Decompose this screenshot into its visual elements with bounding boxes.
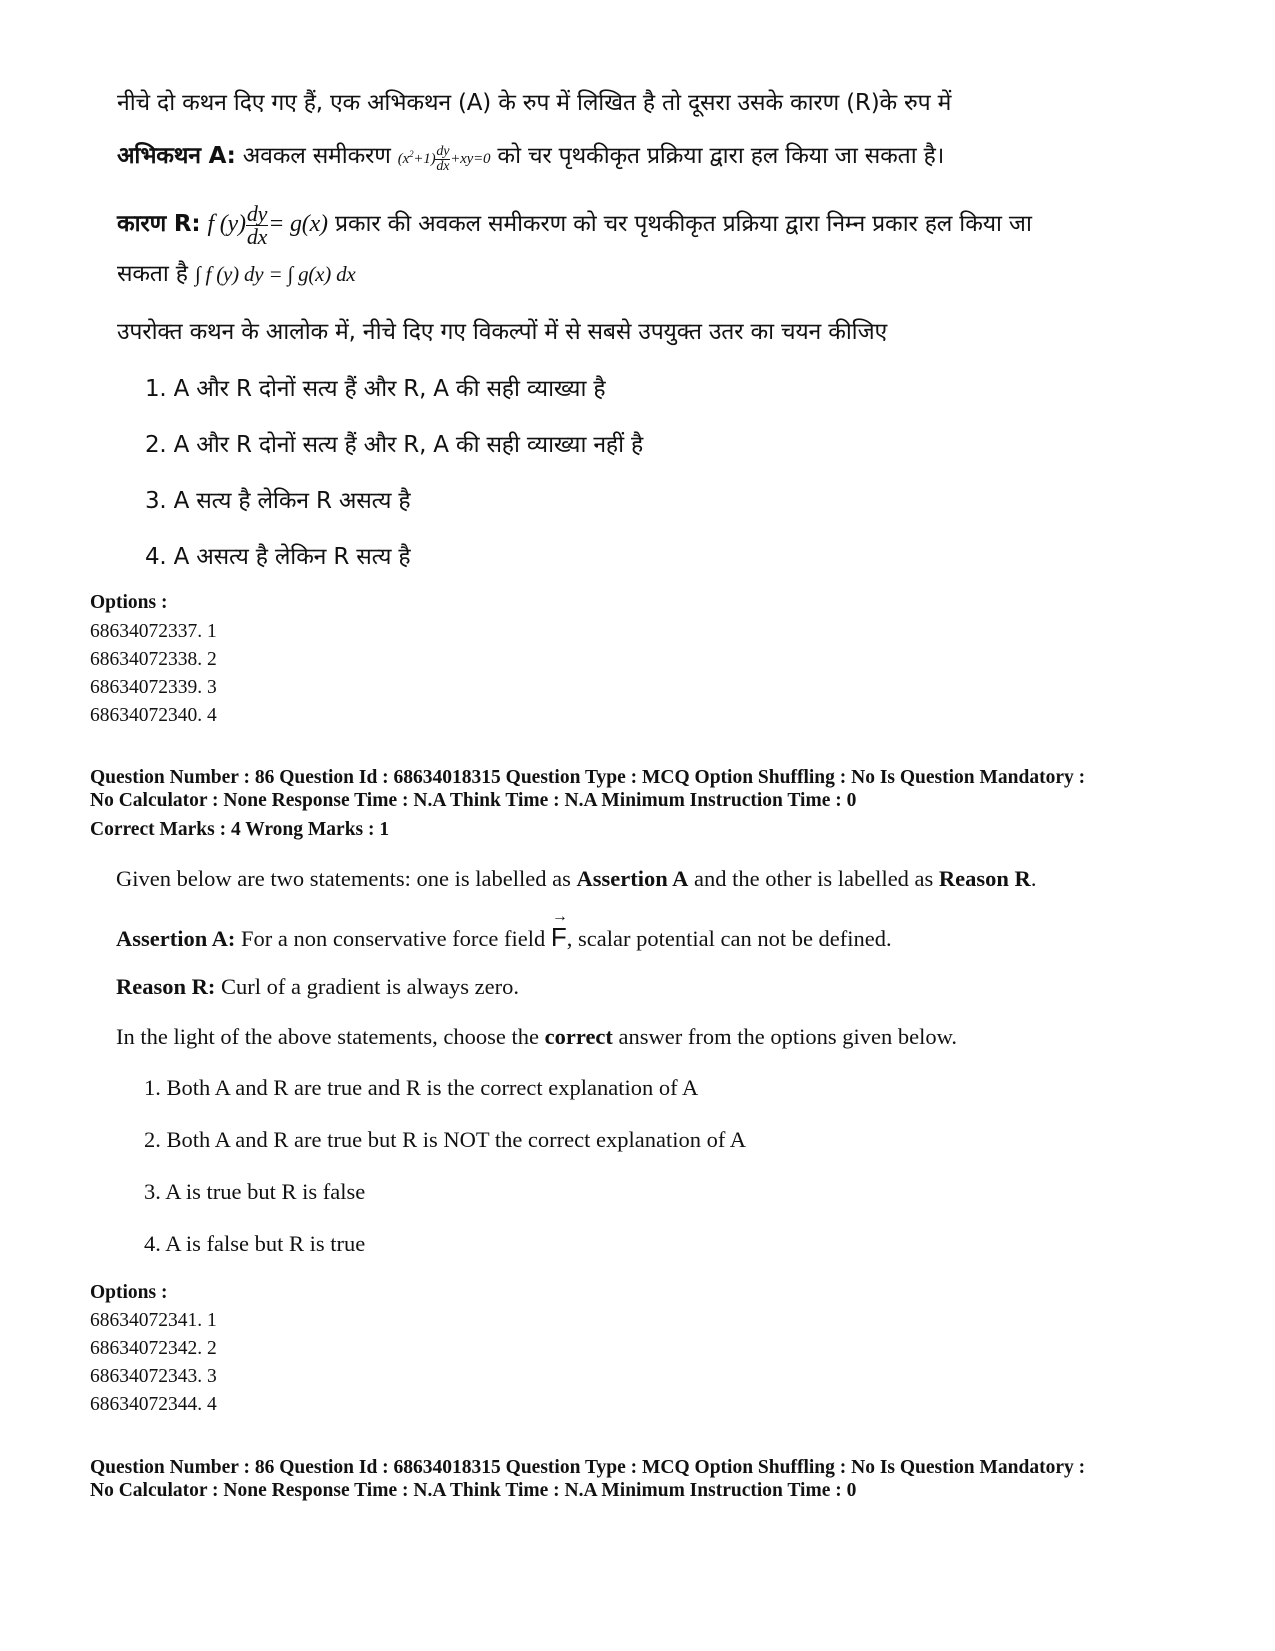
q85-assertion (117, 138, 944, 174)
q86-reason: Reason R: Curl of a gradient is always zero. (116, 974, 520, 999)
q86-choice-2: 2. Both A and R are true but R is NOT the correct explanation of A (144, 1127, 746, 1152)
q86-meta-line1: Question Number : 86 Question Id : 68634018315 Question Type : MCQ Option Shuffling : No Is Question Mandatory : (90, 767, 1086, 788)
q85-choice-4: 4. A असत्य है लेकिन R सत्य है (145, 544, 411, 570)
q85-assertion-label: अभिकथन A: (117, 143, 236, 169)
q86-choice-4: 4. A is false but R is true (144, 1231, 366, 1256)
q85-reason (117, 203, 1032, 248)
q86-instruction: In the light of the above statements, choose the correct answer from the options given below. (116, 1024, 958, 1049)
q86-choice-1: 1. Both A and R are true and R is the correct explanation of A (144, 1075, 699, 1100)
q85-assertion-post: को चर पृथकीकृत प्रक्रिया द्वारा हल किया जा सकता है। (497, 143, 945, 169)
q85-option-1: 68634072337. 1 (90, 621, 217, 642)
q86-option-2: 68634072342. 2 (90, 1338, 217, 1359)
q86-meta-line2: No Calculator : None Response Time : N.A Think Time : N.A Minimum Instruction Time : 0 (90, 790, 857, 811)
q86-options-label: Options : (90, 1282, 168, 1303)
q86-choice-3: 3. A is true but R is false (144, 1179, 366, 1204)
q86-assertion-label: Assertion A: (116, 926, 236, 951)
q85-reason-post: प्रकार की अवकल समीकरण को चर पृथकीकृत प्रक्रिया द्वारा निम्न प्रकार हल किया जा (334, 211, 1032, 238)
q86-assertion: Assertion A: For a non conservative force field → F, scalar potential can not be defined. (116, 908, 892, 952)
q85-option-2: 68634072338. 2 (90, 649, 217, 670)
q85-assertion-equation: $(x^2+1)$ $\frac{dy}{dx}$ +xy=0 (397, 144, 491, 175)
q85-choice-1: 1. A और R दोनों सत्य हैं और R, A की सही व्याख्या है (145, 376, 606, 402)
q86-reason-label: Reason R: (116, 974, 216, 999)
q85-choice-2: 2. A और R दोनों सत्य हैं और R, A की सही व्याख्या नहीं है (145, 432, 643, 458)
q86-marks: Correct Marks : 4 Wrong Marks : 1 (90, 819, 390, 840)
q86-option-1: 68634072341. 1 (90, 1310, 217, 1331)
q85-options-label: Options : (90, 592, 168, 613)
q85-instruction: उपरोक्त कथन के आलोक में, नीचे दिए गए विकल्पों में से सबसे उपयुक्त उतर का चयन कीजिए (117, 319, 887, 345)
q86-option-4: 68634072344. 4 (90, 1394, 217, 1415)
q85-integral-equation: ∫ f (y) dy = ∫ g(x) dx (194, 262, 356, 286)
q85-assertion-pre: अवकल समीकरण (242, 143, 391, 169)
q85-choice-3: 3. A सत्य है लेकिन R असत्य है (145, 488, 411, 514)
q85-reason-equation: f (y) $\frac{dy}{dx}$ = g(x) (207, 201, 328, 249)
q85-reason-line2-pre: सकता है (117, 261, 188, 287)
q85-reason-label: कारण R: (117, 211, 201, 238)
q85-intro: नीचे दो कथन दिए गए हैं, एक अभिकथन (A) के रुप में लिखित है तो दूसरा उसके कारण (R)के रुप में (117, 90, 952, 116)
q85-option-4: 68634072340. 4 (90, 705, 217, 726)
next-meta-line1: Question Number : 86 Question Id : 68634018315 Question Type : MCQ Option Shuffling : No Is Question Mandatory : (90, 1457, 1086, 1478)
next-meta-line2: No Calculator : None Response Time : N.A Think Time : N.A Minimum Instruction Time : 0 (90, 1480, 857, 1501)
q85-reason-line2 (117, 256, 356, 288)
q86-intro: Given below are two statements: one is labelled as Assertion A and the other is labelled as Reason R. (116, 866, 1037, 891)
q86-option-3: 68634072343. 3 (90, 1366, 217, 1387)
force-vector-symbol: → F (550, 908, 568, 952)
q85-option-3: 68634072339. 3 (90, 677, 217, 698)
